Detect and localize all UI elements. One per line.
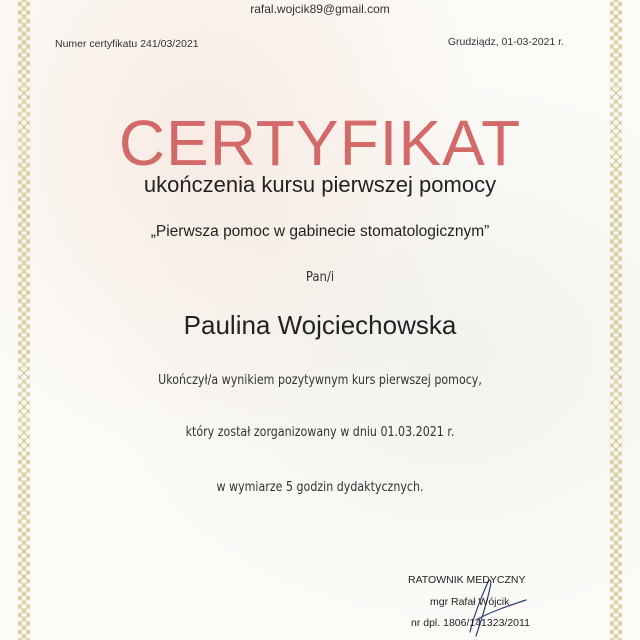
course-date-statement: który został zorganizowany w dniu 01.03.2021 r. bbox=[185, 424, 455, 440]
course-name: „Pierwsza pomoc w gabinecie stomatologicznym” bbox=[150, 223, 490, 240]
recipient-name: Paulina Wojciechowska bbox=[183, 310, 457, 340]
signatory-name: mgr Rafał Wójcik bbox=[430, 596, 510, 608]
issuer-email: rafal.wojcik89@gmail.com bbox=[250, 2, 390, 16]
completion-statement: Ukończył/a wynikiem pozytywnym kurs pierwszej pomocy, bbox=[158, 372, 482, 388]
course-hours-statement: w wymiarze 5 godzin dydaktycznych. bbox=[216, 479, 424, 495]
honorific: Pan/i bbox=[305, 270, 335, 285]
certificate-number: Numer certyfikatu 241/03/2021 bbox=[55, 38, 199, 50]
signatory-registration: nr dpl. 1806/141323/2011 bbox=[411, 617, 530, 629]
certificate-subtitle: ukończenia kursu pierwszej pomocy bbox=[143, 172, 497, 197]
certificate-title: CERTYFIKAT bbox=[118, 107, 522, 179]
signatory-role: RATOWNIK MEDYCZNY bbox=[408, 574, 526, 586]
place-and-date: Grudziądz, 01-03-2021 r. bbox=[447, 36, 564, 48]
